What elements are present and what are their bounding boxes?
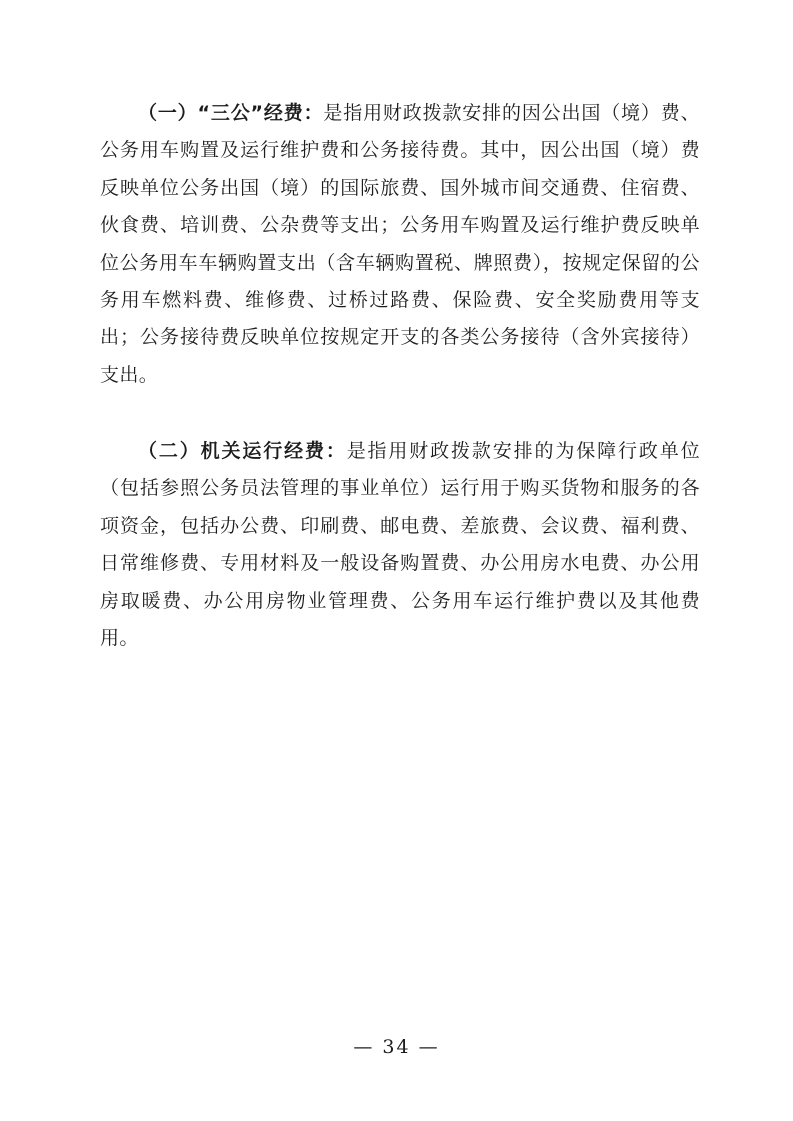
section-body-sanggong: 是指用财政拨款安排的因公出国（境）费、公务用车购置及运行维护费和公务接待费。其中，因公出国（境）费反映单位公务出国（境）的国际旅费、国外城市间交通费、住宿费、伙食费、培训费、公杂费等支出；公务用车购置及运行维护费反映单位公务用车车辆购置支出（含车辆购置税、牌照费），按规定保留的公务用车燃料费、维修费、过桥过路费、保险费、安全奖励费用等支出；公务接待费反映单位按规定开支的各类公务接待（含外宾接待）支出。 — [100, 102, 700, 386]
page-number: — 34 — — [353, 1036, 440, 1058]
section-heading-sanggong: （一）“三公”经费： — [138, 102, 324, 124]
paragraph-sanggong-expenses — [100, 95, 700, 394]
section-heading-operating: （二）机关运行经费： — [138, 440, 347, 462]
section-body-operating: 是指用财政拨款安排的为保障行政单位（包括参照公务员法管理的事业单位）运行用于购买货物和服务的各项资金，包括办公费、印刷费、邮电费、差旅费、会议费、福利费、日常维修费、专用材料及一般设备购置费、办公用房水电费、办公用房取暖费、办公用房物业管理费、公务用车运行维护费以及其他费用。 — [100, 440, 700, 650]
paragraph-agency-operating-expenses — [100, 433, 700, 657]
